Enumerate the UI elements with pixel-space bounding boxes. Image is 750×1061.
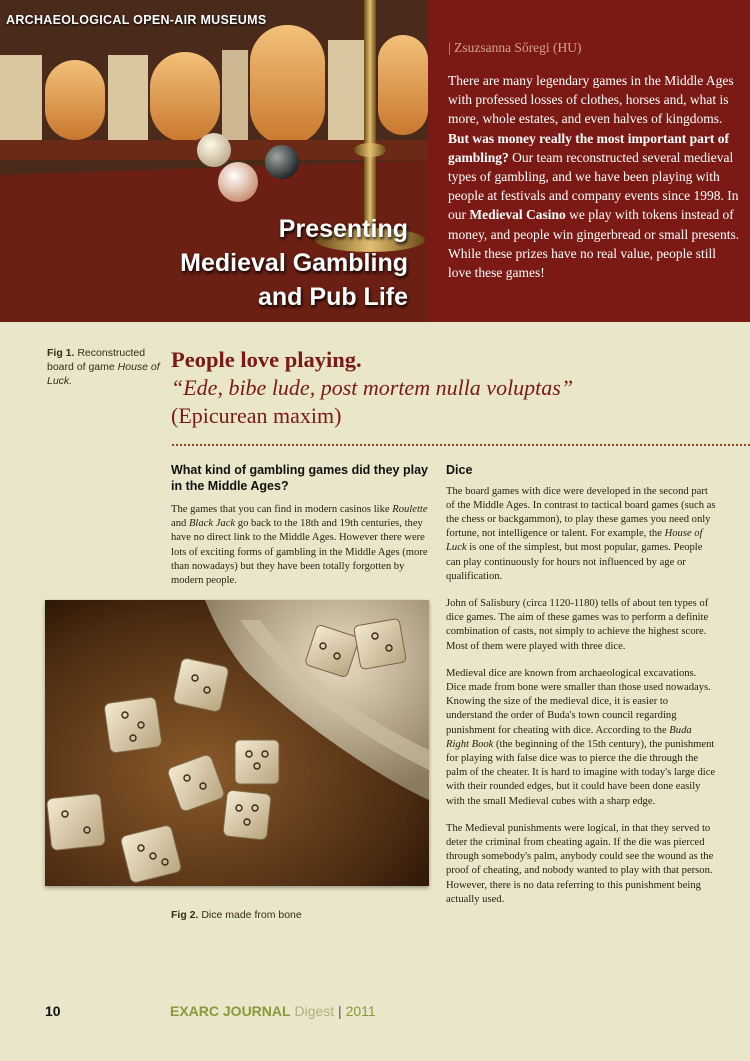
- page-footer: [0, 1000, 750, 1024]
- text-part: go back to the 18th and 19th centuries, they have no direct link to the Middle Ages. However there were lots of exciting forms of gambling in the Middle Ages (more than nowadays) but they have been totally forgotten by modern people.: [171, 518, 428, 587]
- journal-name: [170, 1003, 376, 1019]
- text-part: and: [171, 518, 189, 530]
- intro-panel: [428, 0, 750, 322]
- dice-heading: Dice: [446, 463, 473, 477]
- text-part: Medieval dice are known from archaeological excavations. Dice made from bone were smaller than those used nowadays. Knowing the size of the medieval dice, it is easier to understand the order of Buda's town council regarding punishment for cheating with dice. According to the: [446, 667, 711, 736]
- game-house-of-luck: House of Luck: [446, 528, 703, 554]
- left-paragraph: [171, 503, 433, 588]
- text-part: is one of the simplest, but most popular, games. People can play continuously for hours not influenced by age or qualification.: [446, 542, 703, 582]
- fig1-text: Reconstructed board of game: [47, 347, 146, 373]
- page-number: 10: [45, 1003, 61, 1019]
- text-part: (the beginning of the 15th century), the punishment for playing with false dice was to pierce the die through the palm of the cheater. It is hard to imagine with today's large dice with their rounded edges, but it could have been done easily with the small Medieval cubes with a sharp edge.: [446, 738, 716, 807]
- article-title: [180, 212, 408, 314]
- fig1-label: Fig 1.: [47, 347, 75, 359]
- intro-text-part: Our team reconstructed several medieval types of gambling, and we have been playing with people at festivals and company events since 1998. In our: [448, 149, 739, 223]
- author-byline: | Zsuzsanna Sőregi (HU): [448, 40, 582, 55]
- text-part: The games that you can find in modern casinos like: [171, 504, 393, 515]
- hero-photo: [0, 0, 428, 322]
- dotted-divider: [172, 444, 750, 446]
- title-line-1: Presenting: [278, 215, 408, 243]
- journal-year: 2011: [345, 1003, 376, 1019]
- left-heading: What kind of gambling games did they play in the Middle Ages?: [171, 463, 428, 493]
- buda-right-book: Buda Right Book: [446, 724, 692, 750]
- fig2-text: Dice made from bone: [198, 909, 302, 921]
- bone-dice-image: [45, 600, 429, 886]
- headline-attribution: (Epicurean maxim): [171, 403, 342, 428]
- fig2-caption: [171, 909, 302, 921]
- headline-quote: “Ede, bibe lude, post mortem nulla voluptas”: [171, 375, 574, 400]
- right-column: [446, 463, 716, 920]
- dice-paragraph-4: The Medieval punishments were logical, in that they served to deter the criminal from cheating again. If the die was pierced through somebody's palm, anybody could see the wound as the proof of cheating, and nobody wanted to play with that person. However, there is no data referring to this punishment being actually used.: [446, 822, 714, 905]
- section-headline: [171, 346, 731, 430]
- intro-bold-question: But was money really the most important part of gambling?: [448, 130, 729, 165]
- intro-text-part: There are many legendary games in the Middle Ages with professed losses of clothes, horses and, what is more, whole estates, and even halves of kingdoms.: [448, 73, 734, 127]
- game-blackjack: Black Jack: [188, 518, 236, 530]
- journal-separator: |: [334, 1003, 346, 1019]
- dice-paragraph-3: [446, 667, 716, 809]
- headline-line-1: People love playing.: [171, 347, 362, 372]
- journal-title: EXARC JOURNAL: [170, 1003, 291, 1019]
- section-label: ARCHAEOLOGICAL OPEN-AIR MUSEUMS: [6, 13, 267, 27]
- journal-subtitle: Digest: [290, 1003, 335, 1019]
- intro-bold-casino: Medieval Casino: [469, 207, 566, 223]
- fig2-label: Fig 2.: [171, 909, 199, 921]
- title-line-3: and Pub Life: [258, 283, 408, 311]
- dice-paragraph-2: John of Salisbury (circa 1120-1180) tells of about ten types of dice games. The aim of these games was to perform a definite combination of casts, not simply to achieve the highest score. Most of them were played with three dice.: [446, 597, 709, 652]
- title-line-2: Medieval Gambling: [180, 249, 408, 277]
- dice-paragraph-1: [446, 485, 716, 584]
- intro-text-part: we play with tokens instead of money, and people win gingerbread or small presents. While these prizes have no real value, people still love these games!: [448, 207, 740, 281]
- left-column: [171, 463, 433, 601]
- fig1-game-name: House of Luck.: [47, 361, 160, 387]
- intro-paragraph: [448, 71, 740, 282]
- text-part: The board games with dice were developed in the second part of the Middle Ages. In contrast to tactical board games (such as the chess or backgammon), to play these games you need only fortune, not intelligence or talent. For example, the: [446, 485, 716, 540]
- fig1-caption: [47, 346, 162, 388]
- dice-photo: [45, 600, 429, 886]
- game-roulette: Roulette: [392, 504, 428, 515]
